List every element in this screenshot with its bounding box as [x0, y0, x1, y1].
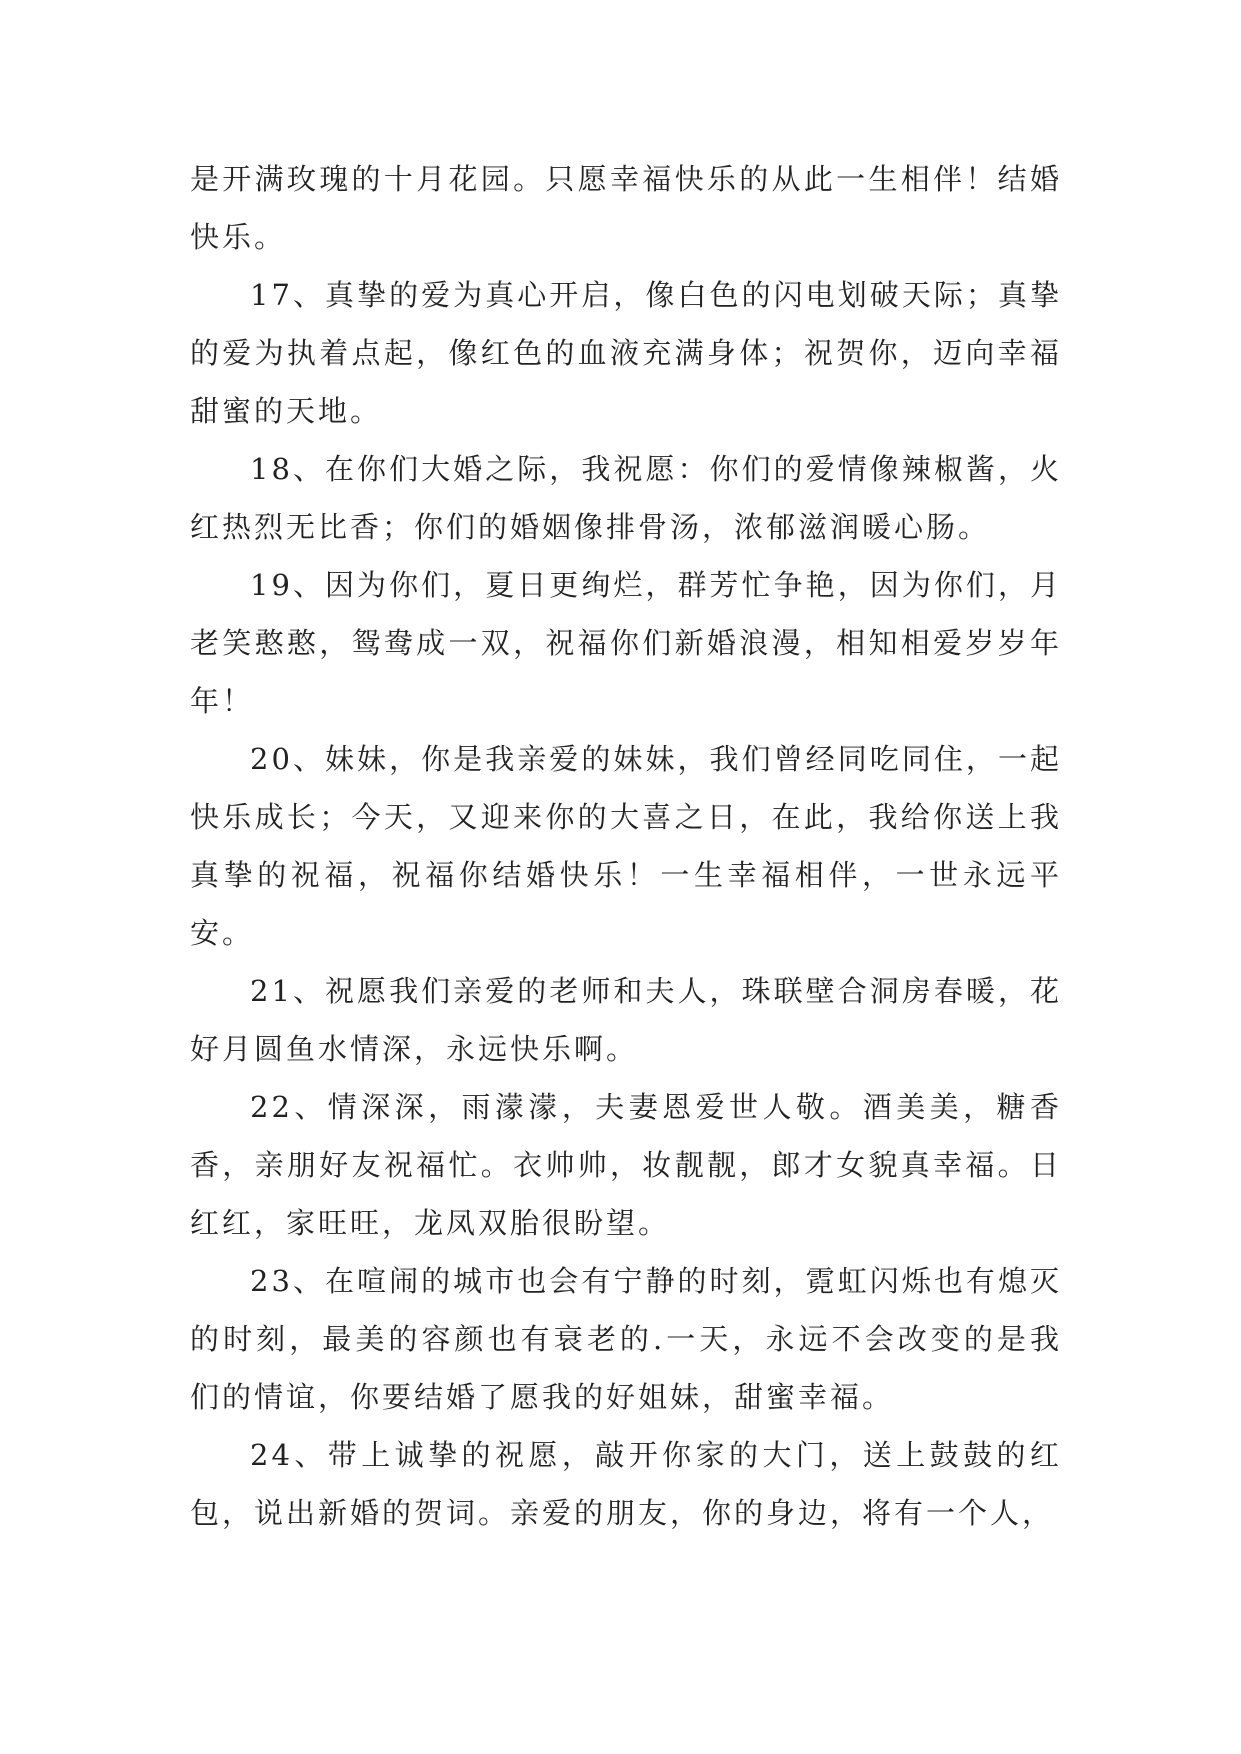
document-body — [190, 150, 1062, 1542]
paragraph-23: 23、在喧闹的城市也会有宁静的时刻，霓虹闪烁也有熄灭的时刻，最美的容颜也有衰老的.一天，永远不会改变的是我们的情谊，你要结婚了愿我的好姐妹，甜蜜幸福。 — [190, 1264, 1062, 1414]
paragraph-20: 20、妹妹，你是我亲爱的妹妹，我们曾经同吃同住，一起快乐成长；今天，又迎来你的大喜之日，在此，我给你送上我真挚的祝福，祝福你结婚快乐！一生幸福相伴，一世永远平安。 — [190, 742, 1062, 950]
paragraph-22: 22、情深深，雨濛濛，夫妻恩爱世人敬。酒美美，糖香香，亲朋好友祝福忙。衣帅帅，妆靓靓，郎才女貌真幸福。日红红，家旺旺，龙凤双胎很盼望。 — [190, 1090, 1062, 1240]
paragraph-17: 17、真挚的爱为真心开启，像白色的闪电划破天际；真挚的爱为执着点起，像红色的血液充满身体；祝贺你，迈向幸福甜蜜的天地。 — [190, 278, 1062, 428]
paragraph-19: 19、因为你们，夏日更绚烂，群芳忙争艳，因为你们，月老笑憨憨，鸳鸯成一双，祝福你们新婚浪漫，相知相爱岁岁年年！ — [190, 568, 1062, 718]
paragraph-24: 24、带上诚挚的祝愿，敲开你家的大门，送上鼓鼓的红包，说出新婚的贺词。亲爱的朋友，你的身边，将有一个人， — [190, 1438, 1062, 1530]
paragraph-21: 21、祝愿我们亲爱的老师和夫人，珠联壁合洞房春暖，花好月圆鱼水情深，永远快乐啊。 — [190, 974, 1062, 1066]
paragraph-continued: 是开满玫瑰的十月花园。只愿幸福快乐的从此一生相伴！结婚快乐。 — [190, 162, 1062, 254]
paragraph-18: 18、在你们大婚之际，我祝愿：你们的爱情像辣椒酱，火红热烈无比香；你们的婚姻像排骨汤，浓郁滋润暖心肠。 — [190, 452, 1062, 544]
